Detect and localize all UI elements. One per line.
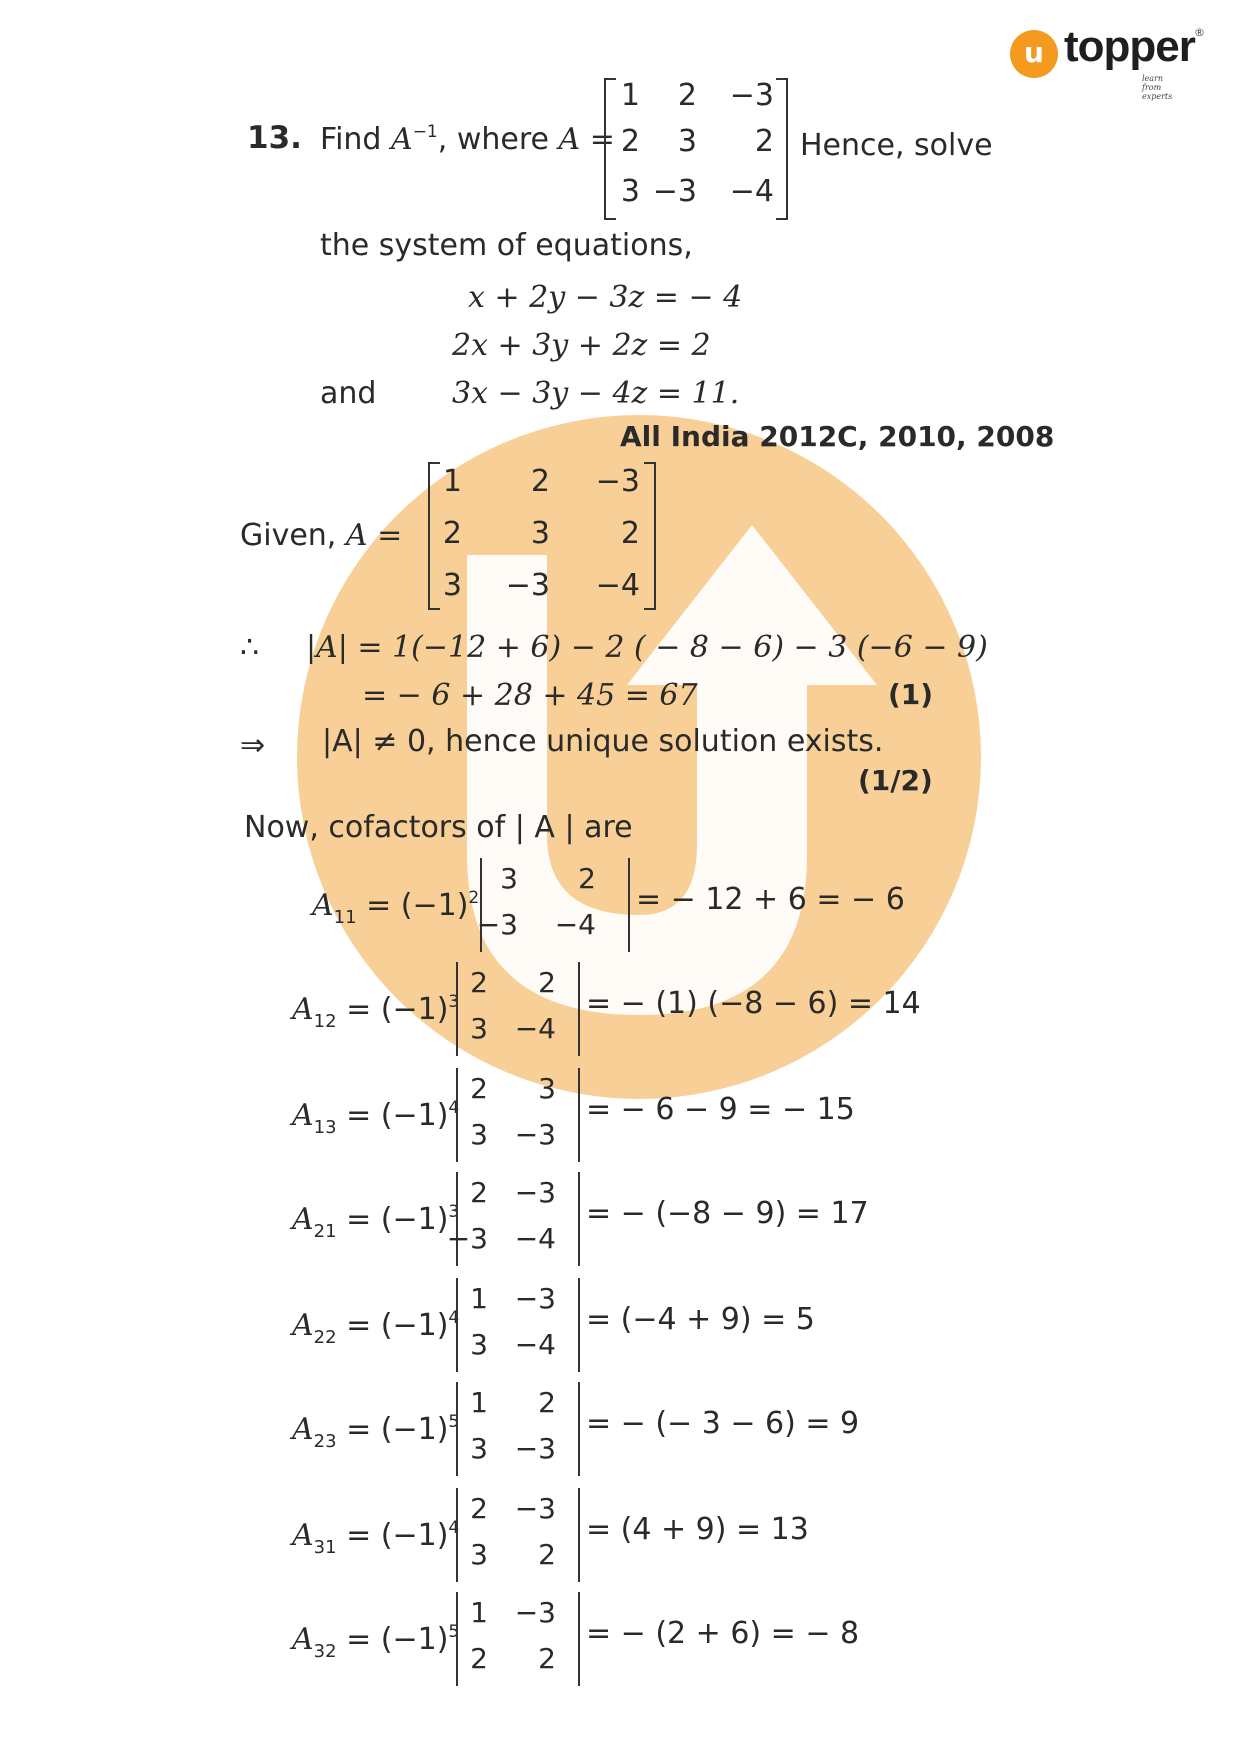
cofactor-value: = − (1) (−8 − 6) = 14 <box>586 986 921 1021</box>
cofactors-intro: Now, cofactors of | A | are <box>244 810 633 845</box>
cofactor-value: = − 6 − 9 = − 15 <box>586 1092 855 1127</box>
cofactor-determinant <box>456 1278 580 1372</box>
determinant-cell: 2 <box>470 1072 488 1105</box>
cofactor-determinant <box>456 1592 580 1686</box>
determinant-cell: 2 <box>538 966 556 999</box>
cofactor-label: $A_{23} = (-1)^5$ <box>292 1412 460 1452</box>
cofactor-value: = (4 + 9) = 13 <box>586 1512 809 1547</box>
mark-1: (1) <box>888 678 934 711</box>
cofactor-value: = − (− 3 − 6) = 9 <box>586 1406 860 1441</box>
source-label: All India 2012C, 2010, 2008 <box>620 420 1055 453</box>
cofactor-value: = − (−8 − 9) = 17 <box>586 1196 869 1231</box>
equation-2: 2x + 3y + 2z = 2 <box>452 328 711 363</box>
determinant-cell: 2 <box>470 1492 488 1525</box>
determinant-cell: −3 <box>446 1222 488 1255</box>
determinant-cell: 2 <box>578 862 596 895</box>
determinant-cell: −3 <box>514 1492 556 1525</box>
determinant-cell: −3 <box>514 1432 556 1465</box>
determinant-cell: 3 <box>470 1012 488 1045</box>
mark-2: (1/2) <box>858 764 933 797</box>
logo-wordmark: topper <box>1064 22 1195 71</box>
cofactor-label: $A_{12} = (-1)^3$ <box>292 992 460 1032</box>
cofactor-label: $A_{31} = (-1)^4$ <box>292 1518 460 1558</box>
system-intro: the system of equations, <box>320 228 693 263</box>
cofactor-label: $A_{11} = (-1)^2$ <box>312 888 480 928</box>
determinant-cell: 3 <box>538 1072 556 1105</box>
determinant-cell: −4 <box>554 908 596 941</box>
nonzero-statement: |A| ≠ 0, hence unique solution exists. <box>322 724 884 759</box>
determinant-cell: 2 <box>470 1642 488 1675</box>
cofactor-label: $A_{32} = (-1)^5$ <box>292 1622 460 1662</box>
cofactor-value: = (−4 + 9) = 5 <box>586 1302 815 1337</box>
cofactor-value: = − 12 + 6 = − 6 <box>636 882 905 917</box>
cofactor-label: $A_{21} = (-1)^3$ <box>292 1202 460 1242</box>
determinant-cell: 1 <box>470 1386 488 1419</box>
logo-badge-icon: u <box>1010 30 1058 78</box>
cofactor-value: = − (2 + 6) = − 8 <box>586 1616 860 1651</box>
determinant-cell: 2 <box>538 1386 556 1419</box>
hence-solve: Hence, solve <box>800 128 993 163</box>
cofactor-determinant <box>476 858 630 952</box>
logo-tagline: learn from experts <box>1142 74 1173 101</box>
cofactor-determinant <box>456 1382 580 1476</box>
determinant-cell: 3 <box>470 1328 488 1361</box>
cofactor-determinant <box>446 1172 580 1266</box>
determinant-cell: −3 <box>514 1282 556 1315</box>
determinant-cell: −3 <box>514 1596 556 1629</box>
question-number: 13. <box>247 120 302 156</box>
determinant-cell: 1 <box>470 1282 488 1315</box>
determinant-cell: 3 <box>470 1432 488 1465</box>
determinant-cell: −3 <box>514 1176 556 1209</box>
determinant-cell: 3 <box>500 862 518 895</box>
cofactor-determinant <box>456 1068 580 1162</box>
cofactor-label: $A_{13} = (-1)^4$ <box>292 1098 460 1138</box>
cofactor-label: $A_{22} = (-1)^4$ <box>292 1308 460 1348</box>
implies-symbol: ⇒ <box>240 728 266 763</box>
determinant-cell: −4 <box>514 1012 556 1045</box>
determinant-cell: 1 <box>470 1596 488 1629</box>
determinant-cell: 2 <box>538 1642 556 1675</box>
determinant-cell: 2 <box>470 1176 488 1209</box>
determinant-cell: 2 <box>470 966 488 999</box>
determinant-line-1: |A| = 1(−12 + 6) − 2 ( − 8 − 6) − 3 (−6 − 9) <box>306 630 988 665</box>
cofactor-determinant <box>456 1488 580 1582</box>
determinant-cell: −3 <box>476 908 518 941</box>
determinant-cell: −3 <box>514 1118 556 1151</box>
determinant-cell: 2 <box>538 1538 556 1571</box>
solution-matrix: 1 2 −3 2 3 2 3 −3 −4 <box>428 462 656 610</box>
cofactor-determinant <box>456 962 580 1056</box>
therefore-symbol: ∴ <box>240 630 260 665</box>
determinant-cell: −4 <box>514 1222 556 1255</box>
question-matrix: 1 2 −3 2 3 2 3 −3 −4 <box>604 78 788 220</box>
question-find: Find $A^{-1}$, where A = <box>320 122 615 157</box>
determinant-cell: −4 <box>514 1328 556 1361</box>
determinant-cell: 3 <box>470 1118 488 1151</box>
determinant-line-2: = − 6 + 28 + 45 = 67 <box>362 678 698 713</box>
registered-mark: ® <box>1194 26 1205 39</box>
equation-1: x + 2y − 3z = − 4 <box>468 280 743 315</box>
determinant-cell: 3 <box>470 1538 488 1571</box>
and-label: and <box>320 376 377 411</box>
given-label: Given, A = <box>240 518 403 553</box>
equation-3: 3x − 3y − 4z = 11. <box>452 376 740 411</box>
